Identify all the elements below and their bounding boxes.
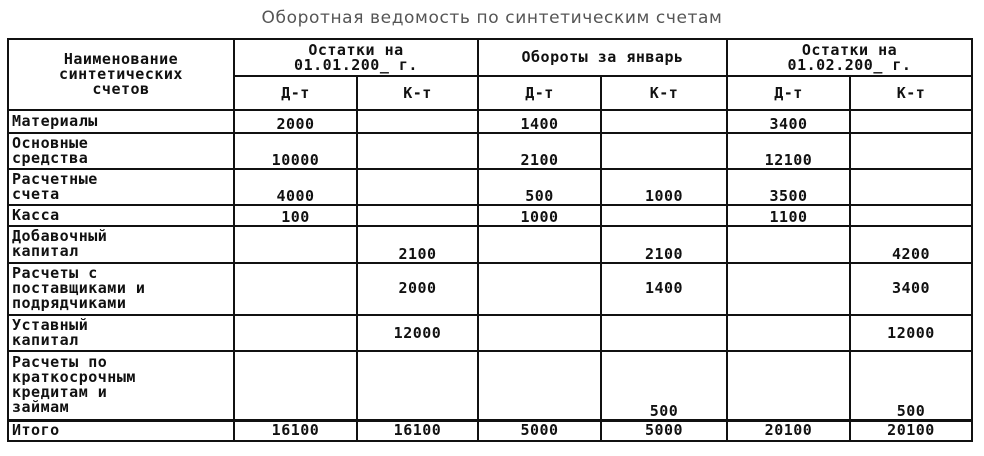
table-row — [8, 205, 972, 226]
account-name — [8, 315, 234, 350]
account-name-line: Расчеты по — [12, 353, 108, 372]
sheet-title: Оборотная ведомость по синтетическим счетам — [261, 8, 723, 28]
account-name-line: средства — [12, 148, 89, 167]
table-row — [8, 351, 972, 421]
cell-value: 3500 — [727, 169, 850, 205]
cell-value — [850, 205, 972, 226]
table-row — [8, 110, 972, 133]
table-row — [8, 169, 972, 205]
cell-value — [478, 315, 601, 350]
header-name-line: счетов — [92, 80, 150, 98]
account-name — [8, 133, 234, 169]
cell-value: 2100 — [478, 133, 601, 169]
cell-value: 12000 — [357, 315, 478, 350]
cell-value: 4200 — [850, 226, 972, 262]
cell-value: 2000 — [357, 263, 478, 316]
table-row — [8, 315, 972, 350]
account-name-line: краткосрочным — [12, 368, 136, 387]
cell-value — [850, 110, 972, 133]
account-name — [8, 205, 234, 226]
account-name-line: Материалы — [12, 111, 98, 130]
cell-value — [234, 226, 357, 262]
turnover-table — [7, 38, 973, 442]
cell-value — [357, 205, 478, 226]
cell-value — [234, 351, 357, 421]
cell-value: 500 — [850, 351, 972, 421]
total-value: 20100 — [850, 420, 972, 441]
cell-value — [357, 110, 478, 133]
cell-value: 1000 — [601, 169, 727, 205]
header-row-groups — [8, 39, 972, 76]
cell-value — [234, 315, 357, 350]
cell-value: 2100 — [601, 226, 727, 262]
total-value: 16100 — [234, 420, 357, 441]
cell-value — [850, 169, 972, 205]
cell-value: 1400 — [601, 263, 727, 316]
account-name-line: займам — [12, 398, 70, 417]
cell-value — [357, 133, 478, 169]
header-credit: К-т — [601, 76, 727, 110]
cell-value: 2100 — [357, 226, 478, 262]
cell-value: 500 — [601, 351, 727, 421]
header-closing-balance — [727, 39, 972, 76]
header-debit: Д-т — [234, 76, 357, 110]
cell-value — [727, 263, 850, 316]
cell-value: 2000 — [234, 110, 357, 133]
account-name — [8, 263, 234, 316]
cell-value: 500 — [478, 169, 601, 205]
account-name-line: подрядчиками — [12, 294, 127, 313]
total-value: 5000 — [478, 420, 601, 441]
cell-value — [850, 133, 972, 169]
header-opening-balance — [234, 39, 478, 76]
cell-value: 1000 — [478, 205, 601, 226]
account-name-line: Расчеты с — [12, 264, 98, 283]
account-name — [8, 226, 234, 262]
total-label: Итого — [8, 420, 234, 441]
cell-value — [727, 315, 850, 350]
account-name-line: капитал — [12, 242, 79, 261]
cell-value: 12000 — [850, 315, 972, 350]
header-name-line: Наименование — [63, 50, 179, 68]
header-name-line: синтетических — [59, 65, 183, 83]
table-row — [8, 263, 972, 316]
cell-value — [601, 133, 727, 169]
header-group-line: 01.02.200_ г. — [787, 55, 912, 74]
header-group-line: Остатки на — [308, 40, 404, 59]
cell-value — [357, 169, 478, 205]
account-name — [8, 351, 234, 421]
header-turnover: Обороты за январь — [478, 39, 727, 76]
header-credit: К-т — [850, 76, 972, 110]
cell-value — [727, 351, 850, 421]
account-name-line: кредитам и — [12, 383, 108, 402]
header-group-line: 01.01.200_ г. — [294, 55, 418, 74]
cell-value — [478, 351, 601, 421]
total-row — [8, 420, 972, 441]
cell-value: 3400 — [727, 110, 850, 133]
cell-value: 4000 — [234, 169, 357, 205]
header-debit: Д-т — [727, 76, 850, 110]
cell-value — [357, 351, 478, 421]
account-name-line: поставщиками и — [12, 279, 146, 298]
cell-value — [601, 315, 727, 350]
account-name-line: Основные — [12, 133, 89, 152]
total-value: 16100 — [357, 420, 478, 441]
account-name — [8, 110, 234, 133]
table-row — [8, 226, 972, 262]
account-name-line: капитал — [12, 331, 79, 350]
cell-value: 12100 — [727, 133, 850, 169]
table-row — [8, 133, 972, 169]
cell-value: 3400 — [850, 263, 972, 316]
cell-value: 1400 — [478, 110, 601, 133]
total-value: 20100 — [727, 420, 850, 441]
account-name — [8, 169, 234, 205]
account-name-line: Расчетные — [12, 170, 98, 189]
cell-value: 10000 — [234, 133, 357, 169]
cell-value — [601, 205, 727, 226]
account-name-line: Касса — [12, 206, 60, 225]
account-name-line: Добавочный — [12, 227, 108, 246]
account-name-line: счета — [12, 185, 60, 204]
header-credit: К-т — [357, 76, 478, 110]
cell-value — [478, 263, 601, 316]
header-account-name — [8, 39, 234, 110]
cell-value — [727, 226, 850, 262]
cell-value — [478, 226, 601, 262]
cell-value: 100 — [234, 205, 357, 226]
total-value: 5000 — [601, 420, 727, 441]
header-debit: Д-т — [478, 76, 601, 110]
cell-value — [234, 263, 357, 316]
cell-value: 1100 — [727, 205, 850, 226]
account-name-line: Уставный — [12, 316, 89, 335]
header-group-line: Остатки на — [801, 40, 898, 59]
cell-value — [601, 110, 727, 133]
